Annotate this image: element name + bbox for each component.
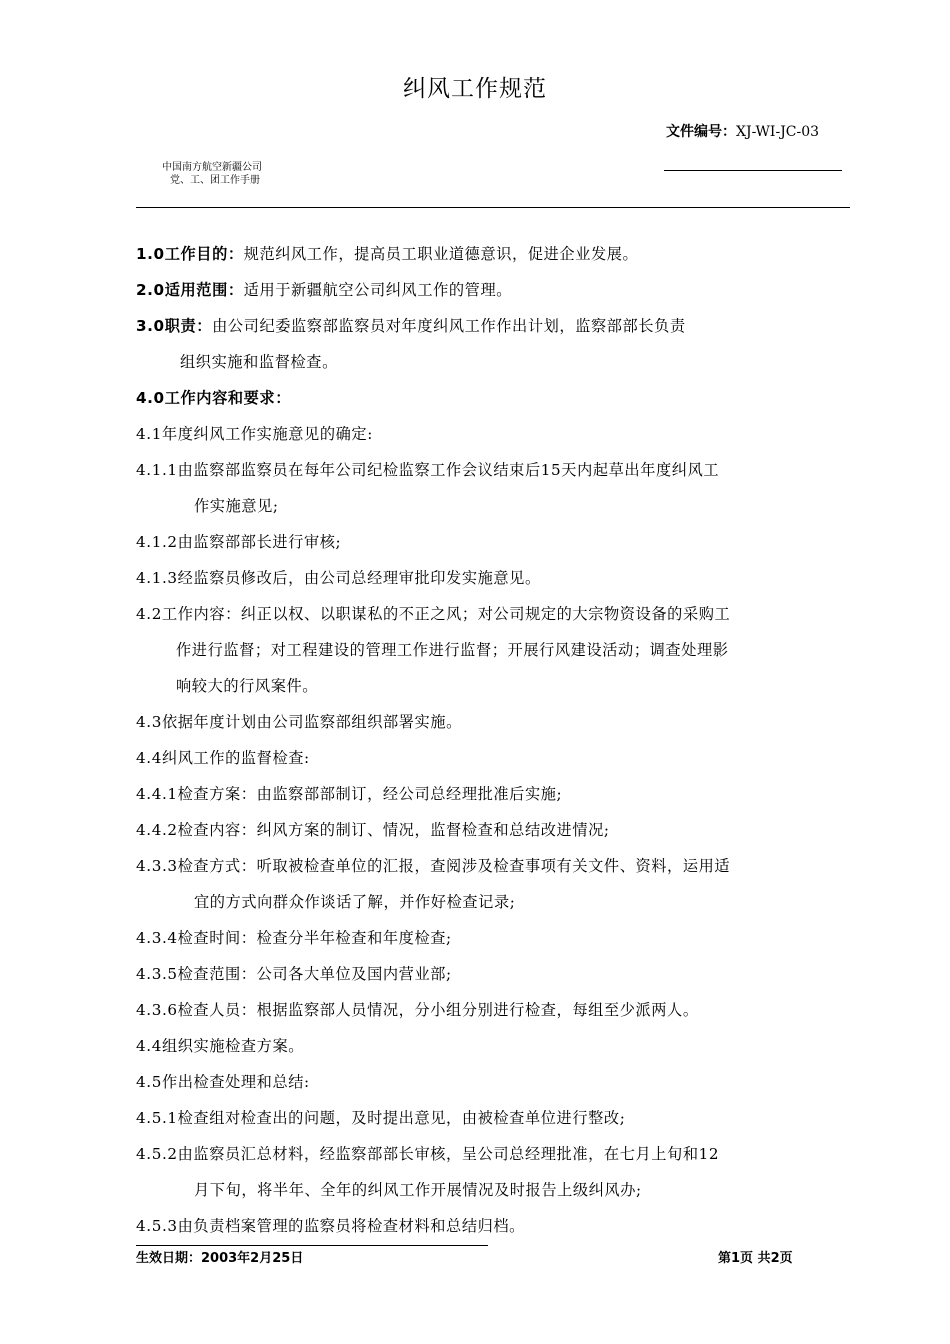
paragraph-line: 4.5.3由负责档案管理的监察员将检查材料和总结归档。	[136, 1217, 525, 1235]
header-divider	[136, 207, 850, 208]
section-text: 规范纠风工作，提高员工职业道德意识，促进企业发展。	[243, 245, 639, 263]
paragraph-line-cont: 宜的方式向群众作谈话了解，并作好检查记录;	[194, 893, 516, 911]
paragraph-line: 4.3.5检查范围：公司各大单位及国内营业部;	[136, 965, 452, 983]
paragraph-line: 4.4.2检查内容：纠风方案的制订、情况，监督检查和总结改进情况;	[136, 821, 610, 839]
paragraph-line: 4.1.1由监察部监察员在每年公司纪检监察工作会议结束后15天内起草出年度纠风工	[136, 461, 720, 479]
section-heading: 4.0工作内容和要求：	[136, 389, 292, 407]
section-scope	[136, 272, 512, 308]
paragraph-line: 4.4纠风工作的监督检查:	[136, 749, 310, 767]
section-content-requirements	[136, 380, 291, 416]
section-responsibility-cont	[180, 344, 338, 380]
footer-divider	[136, 1245, 488, 1246]
paragraph-line: 4.2工作内容：纠正以权、以职谋私的不正之风；对公司规定的大宗物资设备的采购工	[136, 605, 731, 623]
section-responsibility	[136, 308, 686, 344]
section-heading: 3.0职责：	[136, 317, 213, 335]
paragraph-line: 4.5.2由监察员汇总材料，经监察部部长审核，呈公司总经理批准，在七月上旬和12	[136, 1145, 720, 1163]
paragraph-line: 4.5作出检查处理和总结:	[136, 1073, 310, 1091]
paragraph-line-cont: 响较大的行风案件。	[176, 677, 319, 695]
doc-number-label: 文件编号：	[666, 124, 736, 140]
paragraph-line: 4.1年度纠风工作实施意见的确定:	[136, 425, 373, 443]
paragraph-line-cont: 月下旬，将半年、全年的纠风工作开展情况及时报告上级纠风办;	[194, 1181, 642, 1199]
section-text: 由公司纪委监察部监察员对年度纠风工作作出计划，监察部部长负责	[212, 317, 686, 335]
document-title: 纠风工作规范	[403, 76, 547, 102]
paragraph-line: 4.3依据年度计划由公司监察部组织部署实施。	[136, 713, 462, 731]
paragraph-line: 4.3.6检查人员：根据监察部人员情况，分小组分别进行检查，每组至少派两人。	[136, 1001, 699, 1019]
page-number: 第1页 共2页	[718, 1251, 793, 1266]
paragraph-line: 4.5.1检查组对检查出的问题，及时提出意见，由被检查单位进行整改;	[136, 1109, 626, 1127]
paragraph-line: 4.1.2由监察部部长进行审核;	[136, 533, 342, 551]
paragraph-line: 4.1.3经监察员修改后，由公司总经理审批印发实施意见。	[136, 569, 541, 587]
doc-number	[666, 121, 819, 141]
manual-name: 党、工、团工作手册	[170, 175, 260, 186]
doc-number-value: XJ-WI-JC-03	[736, 124, 820, 140]
section-heading: 1.0工作目的：	[136, 245, 244, 263]
paragraph-line-cont: 作进行监督；对工程建设的管理工作进行监督；开展行风建设活动；调查处理影	[176, 641, 729, 659]
section-text: 组织实施和监督检查。	[180, 353, 338, 371]
paragraph-line: 4.4组织实施检查方案。	[136, 1037, 305, 1055]
paragraph-line: 4.4.1检查方案：由监察部部制订，经公司总经理批准后实施;	[136, 785, 563, 803]
effective-date: 生效日期：2003年2月25日	[136, 1251, 304, 1266]
section-text: 适用于新疆航空公司纠风工作的管理。	[243, 281, 513, 299]
section-heading: 2.0适用范围：	[136, 281, 244, 299]
paragraph-line: 4.3.4检查时间：检查分半年检查和年度检查;	[136, 929, 452, 947]
paragraph-line-cont: 作实施意见;	[194, 497, 279, 515]
paragraph-line: 4.3.3检查方式：听取被检查单位的汇报，查阅涉及检查事项有关文件、资料，运用适	[136, 857, 731, 875]
section-purpose	[136, 236, 638, 272]
doc-number-underline	[664, 170, 842, 171]
company-name: 中国南方航空新疆公司	[162, 162, 262, 173]
